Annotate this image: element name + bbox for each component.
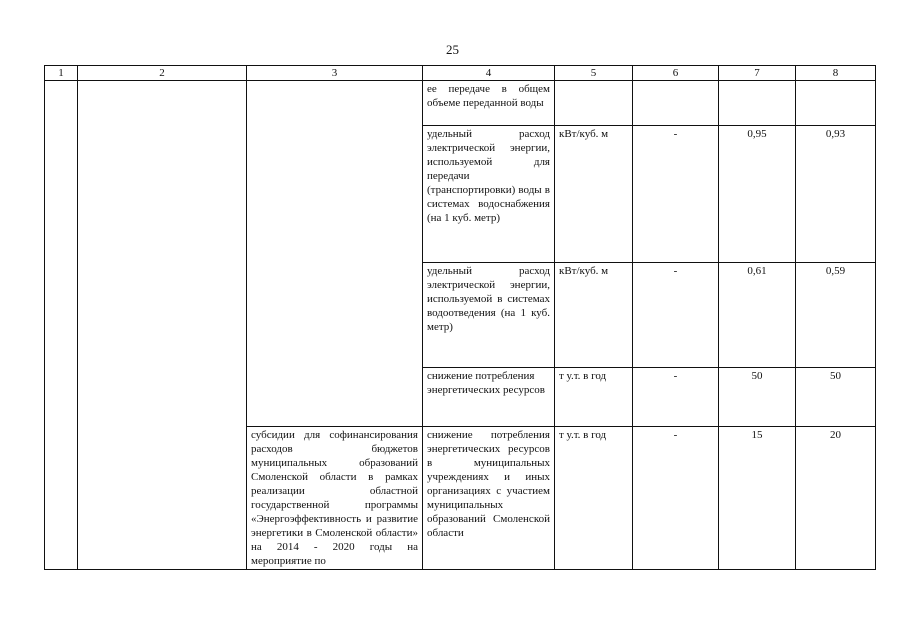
cell-value-6: - xyxy=(633,263,719,368)
table-header-row xyxy=(45,66,876,81)
cell-value-8: 0,59 xyxy=(796,263,876,368)
cell-indicator: снижение потребления энергетических ресурсов в муниципальных учреждениях и иных организациях с участием муниципальных образований Смоленской области xyxy=(423,427,555,570)
cell-value-6: - xyxy=(633,368,719,427)
cell-value-6 xyxy=(633,81,719,126)
column-header-4: 4 xyxy=(423,66,555,81)
cell-col1-merged xyxy=(45,81,78,570)
cell-value-7: 0,61 xyxy=(719,263,796,368)
column-header-7: 7 xyxy=(719,66,796,81)
cell-unit xyxy=(555,81,633,126)
column-header-2: 2 xyxy=(78,66,247,81)
cell-indicator: удельный расход электрической энергии, используемой для передачи (транспортировки) воды в системах водоснабжения (на 1 куб. метр) xyxy=(423,126,555,263)
cell-value-7: 0,95 xyxy=(719,126,796,263)
cell-indicator: удельный расход электрической энергии, используемой в системах водоотведения (на 1 куб. метр) xyxy=(423,263,555,368)
cell-value-7 xyxy=(719,81,796,126)
cell-unit: кВт/куб. м xyxy=(555,126,633,263)
cell-value-8: 0,93 xyxy=(796,126,876,263)
cell-col3-merged xyxy=(247,81,423,427)
cell-value-7: 50 xyxy=(719,368,796,427)
column-header-5: 5 xyxy=(555,66,633,81)
table-row xyxy=(45,81,876,126)
cell-unit: кВт/куб. м xyxy=(555,263,633,368)
column-header-6: 6 xyxy=(633,66,719,81)
cell-value-8: 20 xyxy=(796,427,876,570)
column-header-3: 3 xyxy=(247,66,423,81)
cell-value-7: 15 xyxy=(719,427,796,570)
cell-unit: т у.т. в год xyxy=(555,368,633,427)
cell-value-8 xyxy=(796,81,876,126)
cell-value-6: - xyxy=(633,427,719,570)
cell-program: субсидии для софинансирования расходов бюджетов муниципальных образований Смоленской области в рамках реализации областной государственной программы «Энергоэффективность и развитие энергетики в Смоленской области» на 2014 - 2020 годы на мероприятие по xyxy=(247,427,423,570)
column-header-8: 8 xyxy=(796,66,876,81)
cell-unit: т у.т. в год xyxy=(555,427,633,570)
column-header-1: 1 xyxy=(45,66,78,81)
cell-col2-merged xyxy=(78,81,247,570)
data-table xyxy=(44,65,876,570)
page-number: 25 xyxy=(446,42,459,57)
cell-value-6: - xyxy=(633,126,719,263)
cell-indicator: снижение потребления энергетических ресурсов xyxy=(423,368,555,427)
cell-value-8: 50 xyxy=(796,368,876,427)
cell-indicator: ее передаче в общем объеме переданной воды xyxy=(423,81,555,126)
